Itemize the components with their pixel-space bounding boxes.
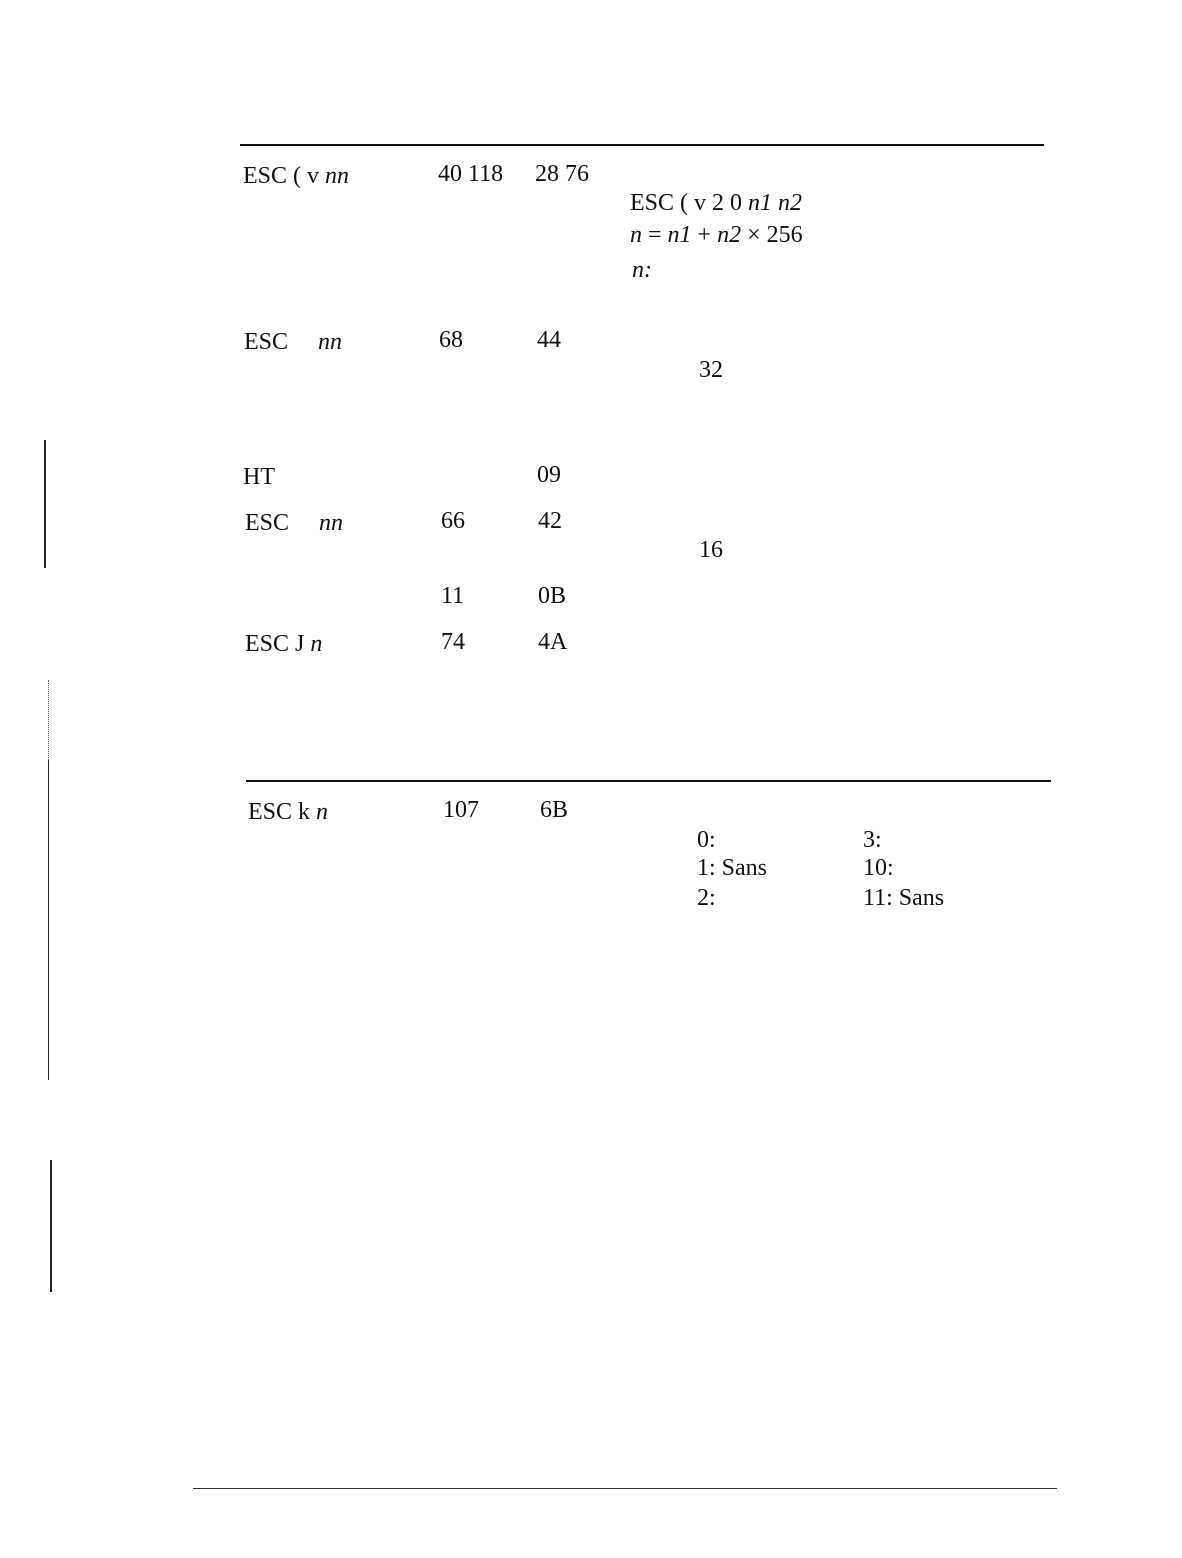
note-value: 16 bbox=[699, 537, 723, 563]
hex-cell: 6B bbox=[540, 797, 569, 823]
decimal-cell: 40 118 bbox=[438, 161, 504, 187]
note-formula-line: n = n1 + n2 × 256 bbox=[630, 222, 803, 248]
command-cell: ESC nn bbox=[245, 510, 344, 536]
option-item: 3: bbox=[863, 827, 882, 853]
decimal-cell: 68 bbox=[439, 327, 463, 353]
hex-cell: 09 bbox=[537, 462, 561, 488]
change-bar-1 bbox=[44, 440, 46, 568]
note-n-label: n: bbox=[632, 257, 652, 283]
decimal-cell: 66 bbox=[441, 508, 465, 534]
command-cell: ESC nn bbox=[244, 329, 343, 355]
option-item: 0: bbox=[697, 827, 716, 853]
hex-cell: 28 76 bbox=[535, 161, 589, 187]
decimal-cell: 74 bbox=[441, 629, 465, 655]
option-item: 1: Sans bbox=[697, 855, 768, 881]
command-cell: HT bbox=[243, 464, 275, 490]
change-bar-3 bbox=[50, 1160, 52, 1292]
command-cell: ESC k n bbox=[248, 799, 329, 825]
command-cell: ESC ( v nn bbox=[243, 163, 350, 189]
option-item: 11: Sans bbox=[863, 885, 945, 911]
change-bar-dotted bbox=[48, 680, 49, 760]
hex-cell: 44 bbox=[537, 327, 561, 353]
note-syntax-line: ESC ( v 2 0 n1 n2 bbox=[630, 190, 803, 216]
section1-top-rule bbox=[240, 144, 1044, 146]
change-bar-2 bbox=[48, 760, 49, 1080]
decimal-cell: 107 bbox=[443, 797, 479, 823]
hex-cell: 42 bbox=[538, 508, 562, 534]
decimal-cell: 11 bbox=[441, 583, 465, 609]
footer-rule bbox=[193, 1488, 1057, 1489]
hex-cell: 4A bbox=[538, 629, 568, 655]
option-item: 10: bbox=[863, 855, 894, 881]
hex-cell: 0B bbox=[538, 583, 567, 609]
section2-top-rule bbox=[246, 780, 1051, 782]
command-cell: ESC J n bbox=[245, 631, 323, 657]
option-item: 2: bbox=[697, 885, 716, 911]
note-value: 32 bbox=[699, 357, 723, 383]
